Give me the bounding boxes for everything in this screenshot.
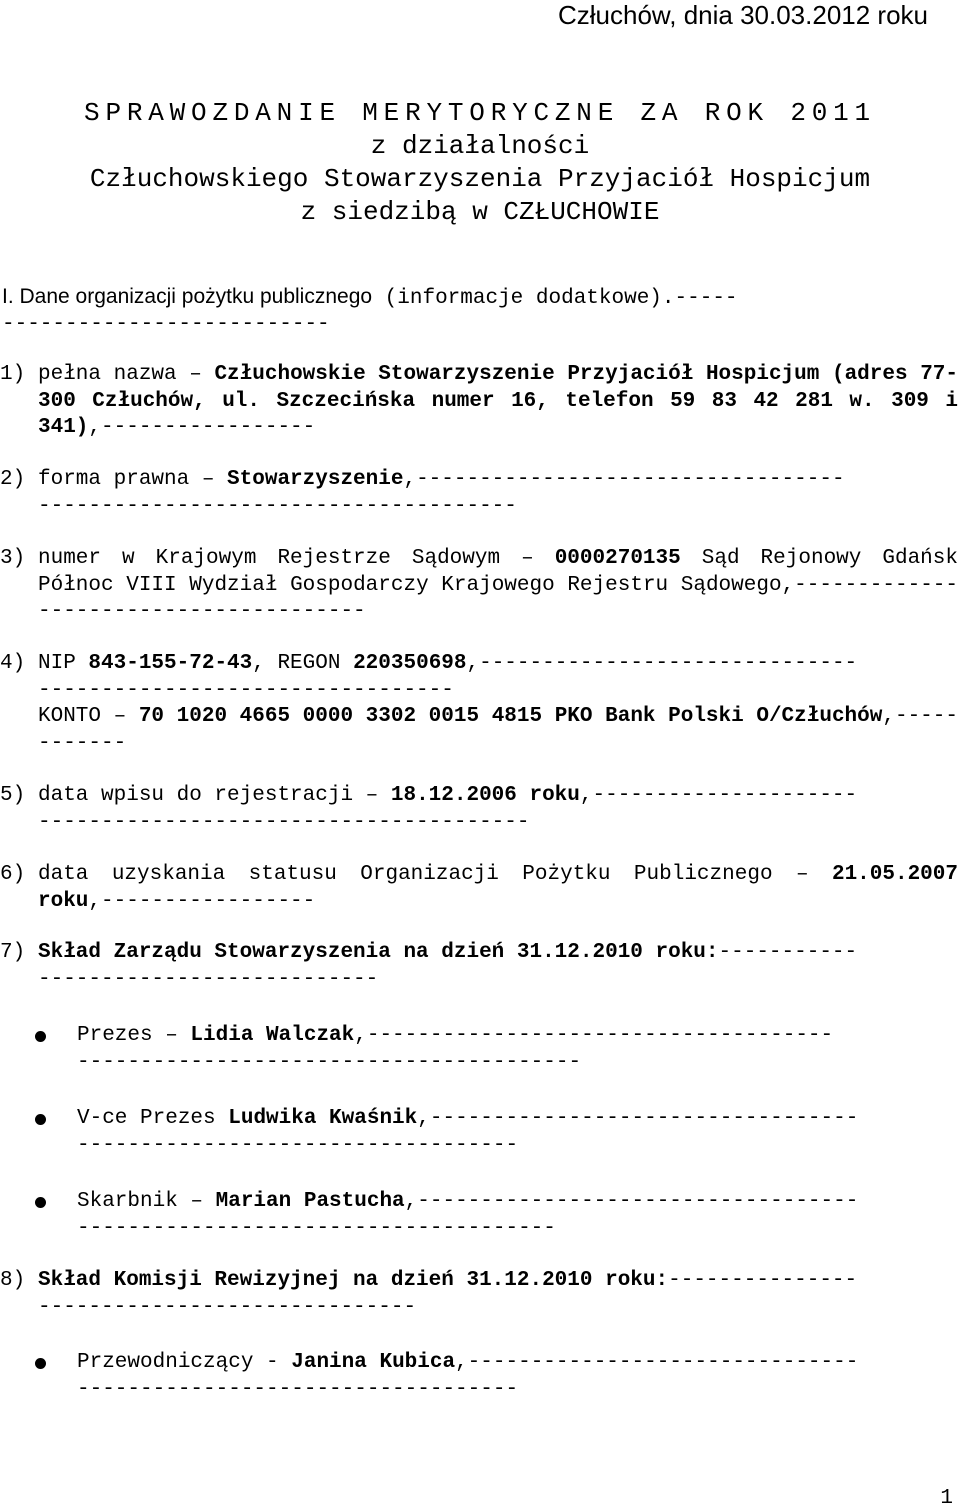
member-role: V-ce Prezes [77,1107,229,1130]
page-number: 1 [940,1487,953,1510]
item-dashes: ,---------------------------------- [403,468,845,491]
item-number: 1) [0,363,26,386]
item-number: 7) [0,941,26,964]
item-dashes: --------------- [668,1269,858,1292]
member-dashes: ,------------------------------- [455,1351,859,1374]
member-name: Janina Kubica [291,1351,456,1374]
member-role: Przewodniczący - [77,1351,292,1374]
board-member [0,1023,958,1076]
section-heading-rest: (informacje dodatkowe).----- [372,287,738,310]
item-label: forma prawna – [38,468,228,491]
item-number: 5) [0,784,26,807]
nip-value: 843-155-72-43 [88,652,253,675]
item-dashes-cont: --------------------------------- [38,678,454,702]
item-dashes: ,----------------- [88,416,316,439]
member-dashes: ,----------------------------------- [404,1190,859,1213]
document-title [0,97,960,229]
section-heading [2,283,738,338]
item-full-name [0,362,958,442]
item-krs [0,546,958,626]
audit-member [0,1350,958,1403]
item-dashes-cont: --------------------------- [38,967,379,991]
item-board-heading [0,940,958,993]
item-value: Skład Komisji Rewizyjnej na dzień 31.12.2010 roku: [38,1269,669,1292]
section-heading-bold: I. Dane organizacji pożytku publicznego [2,285,373,308]
item-value: Skład Zarządu Stowarzyszenia na dzień 31.12.2010 roku: [38,941,719,964]
item-opp-status-date [0,862,958,915]
item-value: 18.12.2006 roku [390,784,580,807]
bullet-icon [35,1114,46,1125]
member-name: Ludwika Kwaśnik [228,1107,418,1130]
title-line-3: Człuchowskiego Stowarzyszenia Przyjaciół Hospicjum [89,164,871,194]
regon-label: , REGON [252,652,354,675]
item-dashes-cont: --------------------------------------- [38,810,530,834]
item-court: Sąd Rejonowy Gdańsk Północ VIII Wydział Gospodarczy Krajowego Rejestru Sądowego,--------------------------------------- [38,547,958,623]
item-dashes-cont: -------------------------------------- [38,494,517,518]
bullet-icon [35,1358,46,1369]
item-label: numer w Krajowym Rejestrze Sądowym – [38,547,555,570]
member-dashes-cont: ----------------------------------- [77,1133,519,1157]
item-value: 0000270135 [554,547,681,570]
item-value: Człuchowskie Stowarzyszenie Przyjaciół Hospicjum (adres 77-300 Człuchów, ul. Szczecińska numer 16, telefon 59 83 42 281 w. 309 i 341) [38,363,958,439]
member-role: Prezes – [77,1024,191,1047]
member-name: Marian Pastucha [215,1190,405,1213]
board-member [0,1189,958,1242]
bullet-icon [35,1031,46,1042]
item-dashes-cont: ------------------------------ [38,1295,417,1319]
item-number: 8) [0,1269,26,1292]
member-dashes-cont: ---------------------------------------- [77,1050,582,1074]
konto-value: 70 1020 4665 0000 3302 0015 4815 PKO Bank Polski O/Człuchów [138,705,883,728]
title-line-4: z siedzibą w CZŁUCHOWIE [300,197,660,227]
board-member [0,1106,958,1159]
item-number: 2) [0,468,26,491]
item-number: 3) [0,547,26,570]
item-value: 21.05.2007 roku [38,863,958,913]
member-name: Lidia Walczak [190,1024,355,1047]
regon-value: 220350698 [353,652,467,675]
member-dashes: ,---------------------------------- [417,1107,859,1130]
item-dashes: ,------------------------------ [466,652,858,675]
item-dashes: ----------- [718,941,858,964]
konto-dashes: ,------------ [38,705,958,755]
item-value: Stowarzyszenie [227,468,404,491]
bullet-icon [35,1197,46,1208]
item-label: pełna nazwa – [38,363,215,386]
title-line-2: z działalności [370,131,590,161]
item-registration-date [0,783,958,836]
section-heading-cont: -------------------------- [2,313,330,336]
item-number: 4) [0,652,26,675]
item-dashes: ,----------------- [88,889,316,913]
member-dashes: ,------------------------------------- [354,1024,834,1047]
item-legal-form [0,467,958,520]
item-label: NIP [38,652,89,675]
member-dashes-cont: -------------------------------------- [77,1216,556,1240]
item-number: 6) [0,863,26,886]
item-nip-regon [0,651,958,757]
member-role: Skarbnik – [77,1190,216,1213]
dateline: Człuchów, dnia 30.03.2012 roku [557,0,928,30]
konto-label: KONTO – [38,705,139,728]
item-dashes: ,--------------------- [579,784,858,807]
member-dashes-cont: ----------------------------------- [77,1377,519,1401]
title-line-1: SPRAWOZDANIE MERYTORYCZNE ZA ROK 2011 [84,98,876,128]
item-label: data uzyskania statusu Organizacji Pożytku Publicznego – [38,863,832,886]
item-label: data wpisu do rejestracji – [38,784,391,807]
item-audit-heading [0,1268,958,1321]
